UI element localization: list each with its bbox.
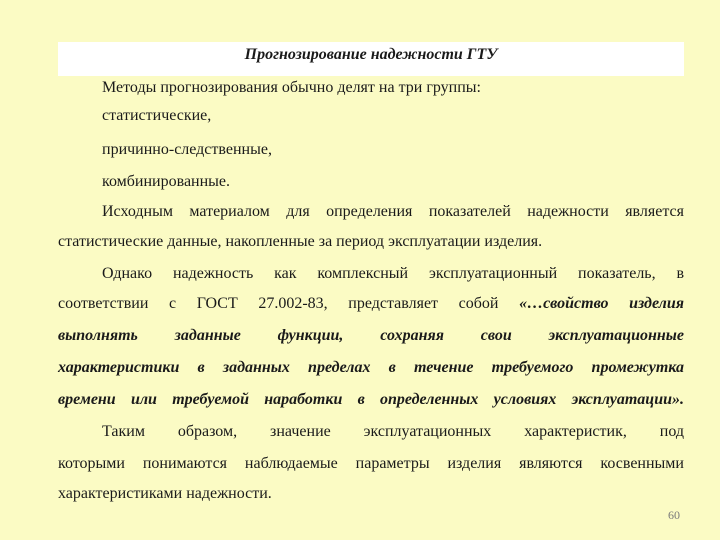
list-item: причинно-следственные, [102, 141, 272, 158]
list-item: статистические, [102, 107, 212, 124]
paragraph-line: Таким образом, значение эксплуатационных характеристик, под [102, 423, 684, 440]
quote-text: «…свойство изделия [519, 295, 685, 312]
list-item: комбинированные. [102, 173, 231, 190]
paragraph-line: Однако надежность как комплексный эксплуатационный показатель, в [102, 265, 684, 282]
paragraph-line: которыми понимаются наблюдаемые параметры изделия являются косвенными [58, 455, 684, 472]
title-bar [58, 42, 684, 76]
quote-line: времени или требуемой наработки в определенных условиях эксплуатации». [58, 391, 684, 408]
quote-line: выполнять заданные функции, сохраняя свои эксплуатационные [58, 327, 684, 344]
paragraph-line [58, 294, 684, 314]
paragraph-line: Исходным материалом для определения показателей надежности является [102, 203, 684, 220]
page-number: 60 [668, 508, 680, 522]
paragraph-line: Методы прогнозирования обычно делят на три группы: [102, 79, 481, 96]
paragraph-line: статистические данные, накопленные за период эксплуатации изделия. [58, 233, 543, 250]
slide-title: Прогнозирование надежности ГТУ [244, 46, 498, 63]
paragraph-line: характеристиками надежности. [58, 485, 272, 502]
quote-line: характеристики в заданных пределах в течение требуемого промежутка [58, 359, 684, 376]
paragraph-text: соответствии с ГОСТ 27.002-83, представляет собой [58, 295, 499, 312]
